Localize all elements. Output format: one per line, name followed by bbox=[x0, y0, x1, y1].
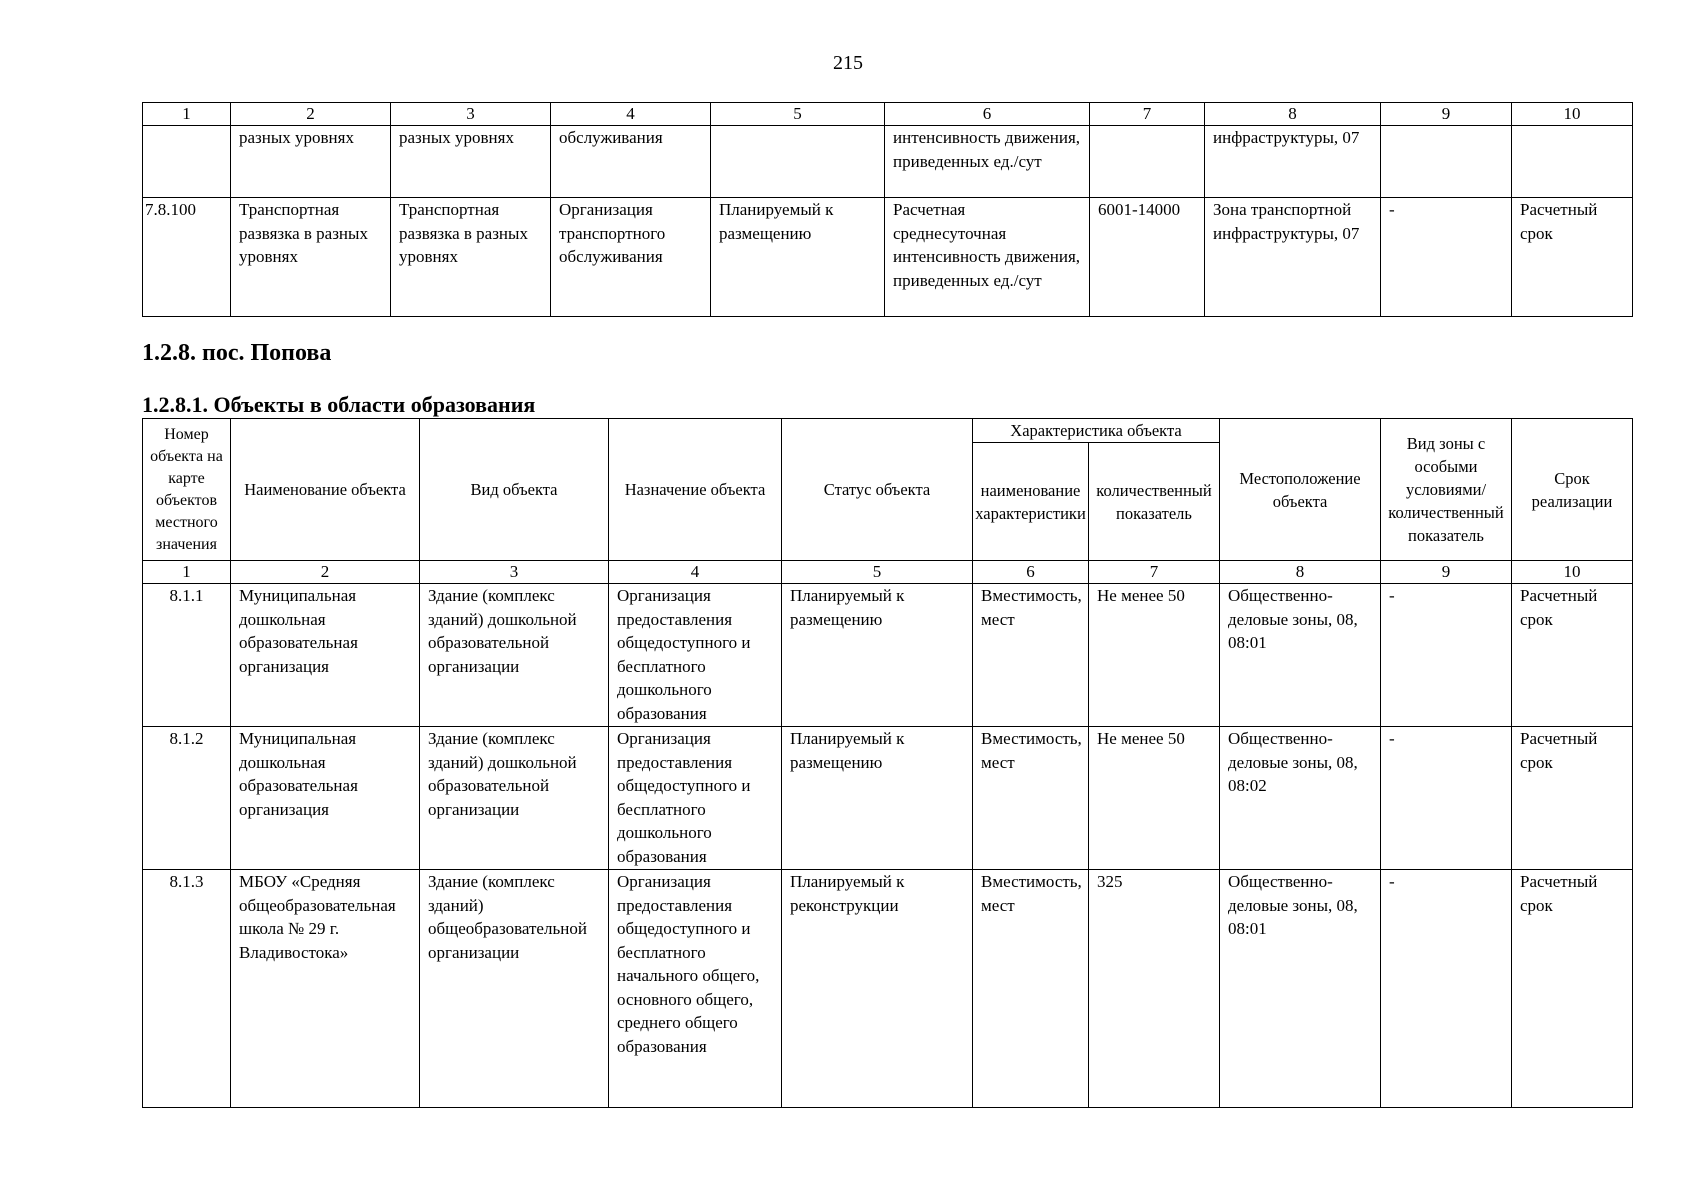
cell-name: Муниципальная дошкольная образовательная организация bbox=[231, 727, 420, 870]
column-number-row bbox=[143, 103, 1633, 126]
cell-type: Здание (комплекс зданий) дошкольной образовательной организации bbox=[420, 727, 609, 870]
col-num: 10 bbox=[1512, 103, 1633, 126]
header-number: Номер объекта на карте объектов местного значения bbox=[143, 419, 231, 561]
cell-location: Общественно-деловые зоны, 08, 08:02 bbox=[1220, 727, 1381, 870]
table-row bbox=[143, 870, 1633, 1108]
col-num: 4 bbox=[551, 103, 711, 126]
col-num: 2 bbox=[231, 103, 391, 126]
cell-status bbox=[711, 126, 885, 198]
cell-zone: - bbox=[1381, 198, 1512, 317]
col-num: 9 bbox=[1381, 561, 1512, 584]
col-num: 5 bbox=[711, 103, 885, 126]
subsection-number: 1.2.8.1. bbox=[142, 392, 208, 417]
col-num: 2 bbox=[231, 561, 420, 584]
table-row bbox=[143, 584, 1633, 727]
header-name: Наименование объекта bbox=[231, 419, 420, 561]
header-char-value: количественный показатель bbox=[1089, 443, 1220, 561]
cell-purpose: Организация предоставления общедоступного и бесплатного дошкольного образования bbox=[609, 584, 782, 727]
header-purpose: Назначение объекта bbox=[609, 419, 782, 561]
cell-term bbox=[1512, 126, 1633, 198]
cell-status: Планируемый к размещению bbox=[782, 584, 973, 727]
col-num: 6 bbox=[885, 103, 1090, 126]
col-num: 7 bbox=[1089, 561, 1220, 584]
header-characteristic: Характеристика объекта bbox=[973, 419, 1220, 443]
cell-name: разных уровнях bbox=[231, 126, 391, 198]
cell-purpose: Организация транспортного обслуживания bbox=[551, 198, 711, 317]
header-location: Местоположение объекта bbox=[1220, 419, 1381, 561]
cell-location: Общественно-деловые зоны, 08, 08:01 bbox=[1220, 870, 1381, 1108]
header-zone: Вид зоны с особыми условиями/ количественный показатель bbox=[1381, 419, 1512, 561]
header-row bbox=[143, 419, 1633, 443]
cell-char-name: Вместимость, мест bbox=[973, 727, 1089, 870]
col-num: 4 bbox=[609, 561, 782, 584]
cell-char-value: Не менее 50 bbox=[1089, 727, 1220, 870]
subsection-heading bbox=[142, 392, 535, 418]
cell-status: Планируемый к размещению bbox=[711, 198, 885, 317]
col-num: 5 bbox=[782, 561, 973, 584]
cell-term: Расчетный срок bbox=[1512, 727, 1633, 870]
cell-purpose: Организация предоставления общедоступного и бесплатного начального общего, основного общего, среднего общего образования bbox=[609, 870, 782, 1108]
header-status: Статус объекта bbox=[782, 419, 973, 561]
cell-status: Планируемый к реконструкции bbox=[782, 870, 973, 1108]
section-heading bbox=[142, 340, 331, 367]
cell-value bbox=[1090, 126, 1205, 198]
cell-number: 8.1.1 bbox=[143, 584, 231, 727]
page-number: 215 bbox=[833, 52, 863, 74]
cell-type: разных уровнях bbox=[391, 126, 551, 198]
col-num: 8 bbox=[1220, 561, 1381, 584]
cell-name: МБОУ «Средняя общеобразовательная школа № 29 г. Владивостока» bbox=[231, 870, 420, 1108]
cell-purpose: обслуживания bbox=[551, 126, 711, 198]
cell-location: Общественно-деловые зоны, 08, 08:01 bbox=[1220, 584, 1381, 727]
cell-zone: - bbox=[1381, 870, 1512, 1108]
col-num: 1 bbox=[143, 103, 231, 126]
cell-term: Расчетный срок bbox=[1512, 870, 1633, 1108]
col-num: 8 bbox=[1205, 103, 1381, 126]
cell-number: 8.1.3 bbox=[143, 870, 231, 1108]
section-number: 1.2.8. bbox=[142, 340, 196, 366]
cell-char-name: Вместимость, мест bbox=[973, 870, 1089, 1108]
cell-name: Транспортная развязка в разных уровнях bbox=[231, 198, 391, 317]
column-number-row bbox=[143, 561, 1633, 584]
cell-char-name: Вместимость, мест bbox=[973, 584, 1089, 727]
subsection-title: Объекты в области образования bbox=[213, 392, 536, 417]
cell-value: 6001-14000 bbox=[1090, 198, 1205, 317]
col-num: 1 bbox=[143, 561, 231, 584]
col-num: 3 bbox=[391, 103, 551, 126]
cell-char-value: Не менее 50 bbox=[1089, 584, 1220, 727]
cell-type: Здание (комплекс зданий) дошкольной образовательной организации bbox=[420, 584, 609, 727]
cell-location: Зона транспортной инфраструктуры, 07 bbox=[1205, 198, 1381, 317]
cell-characteristic: Расчетная среднесуточная интенсивность движения, приведенных ед./сут bbox=[885, 198, 1090, 317]
cell-zone: - bbox=[1381, 584, 1512, 727]
cell-purpose: Организация предоставления общедоступного и бесплатного дошкольного образования bbox=[609, 727, 782, 870]
col-num: 9 bbox=[1381, 103, 1512, 126]
table-row bbox=[143, 126, 1633, 198]
cell-zone: - bbox=[1381, 727, 1512, 870]
header-type: Вид объекта bbox=[420, 419, 609, 561]
cell-number: 7.8.100 bbox=[143, 198, 231, 317]
education-objects-table bbox=[142, 418, 1633, 1108]
cell-location: инфраструктуры, 07 bbox=[1205, 126, 1381, 198]
cell-type: Здание (комплекс зданий) общеобразовательной организации bbox=[420, 870, 609, 1108]
col-num: 7 bbox=[1090, 103, 1205, 126]
cell-status: Планируемый к размещению bbox=[782, 727, 973, 870]
header-char-name: наименование характеристики bbox=[973, 443, 1089, 561]
cell-char-value: 325 bbox=[1089, 870, 1220, 1108]
cell-zone bbox=[1381, 126, 1512, 198]
cell-name: Муниципальная дошкольная образовательная организация bbox=[231, 584, 420, 727]
table-row bbox=[143, 198, 1633, 317]
cell-term: Расчетный срок bbox=[1512, 584, 1633, 727]
section-title: пос. Попова bbox=[202, 340, 332, 366]
table-row bbox=[143, 727, 1633, 870]
cell-type: Транспортная развязка в разных уровнях bbox=[391, 198, 551, 317]
transport-table bbox=[142, 102, 1633, 317]
cell-term: Расчетный срок bbox=[1512, 198, 1633, 317]
col-num: 3 bbox=[420, 561, 609, 584]
cell-characteristic: интенсивность движения, приведенных ед./сут bbox=[885, 126, 1090, 198]
cell-number: 8.1.2 bbox=[143, 727, 231, 870]
col-num: 6 bbox=[973, 561, 1089, 584]
cell-number bbox=[143, 126, 231, 198]
header-term: Срок реализации bbox=[1512, 419, 1633, 561]
col-num: 10 bbox=[1512, 561, 1633, 584]
